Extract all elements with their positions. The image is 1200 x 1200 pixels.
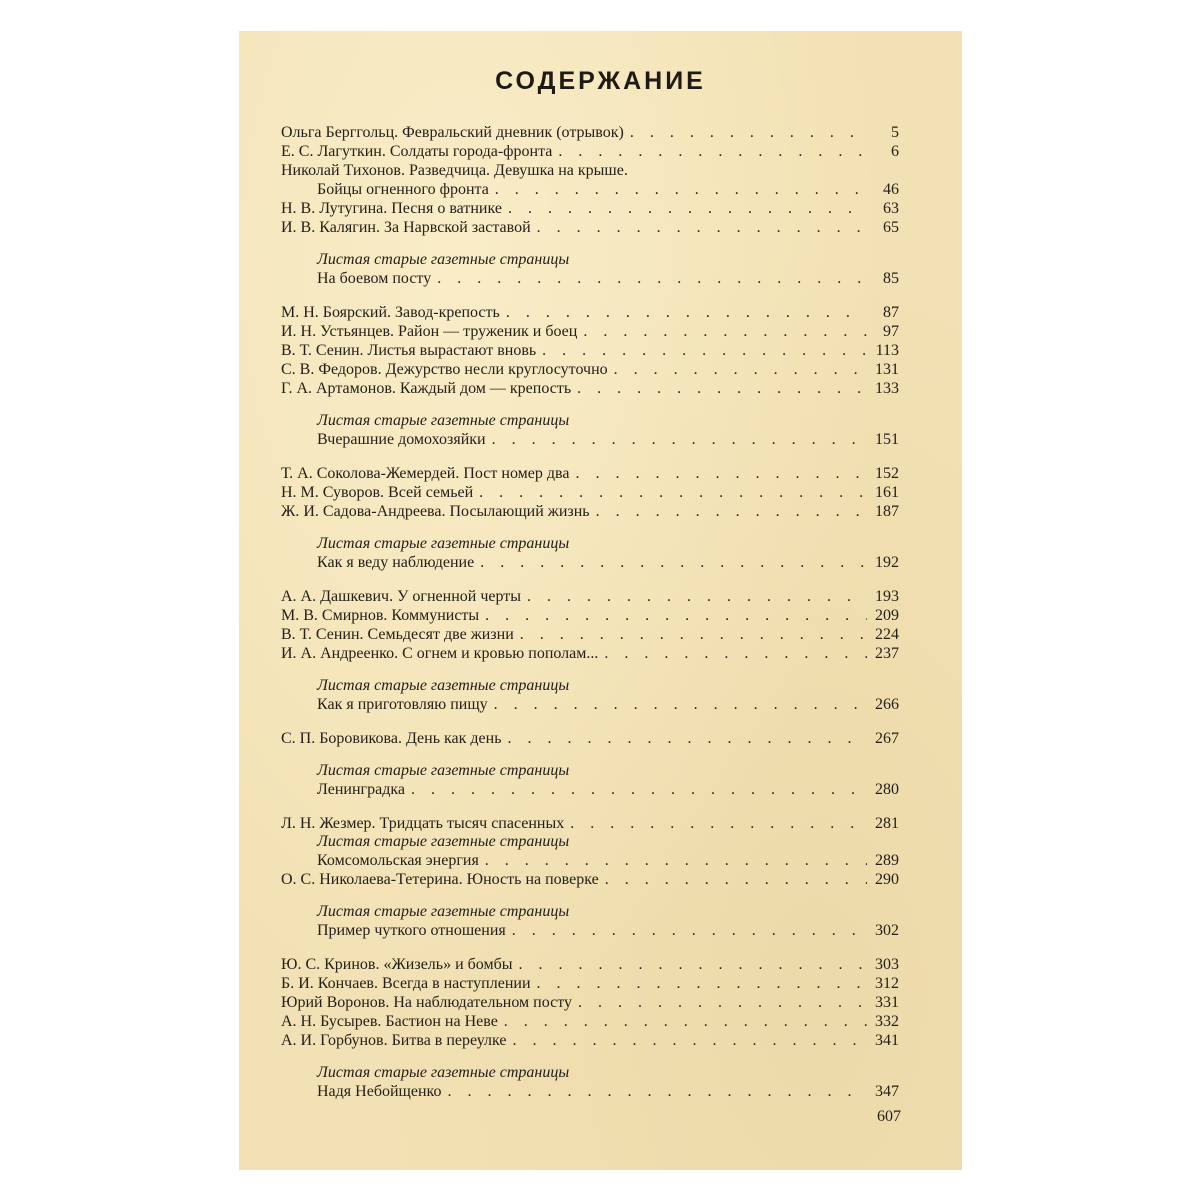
entry-page: 290: [875, 871, 899, 888]
section-heading: Листая старые газетные страницы: [317, 251, 570, 268]
entry-page: 97: [883, 323, 899, 340]
entry-page: 303: [875, 956, 899, 973]
section-heading: Листая старые газетные страницы: [317, 535, 570, 552]
toc-entry: [281, 587, 899, 606]
dot-leader: [504, 1012, 867, 1031]
entry-page: 332: [875, 1013, 899, 1030]
entry-page: 85: [883, 270, 899, 287]
entry-page: 46: [883, 181, 899, 198]
dot-leader: [583, 322, 867, 341]
dot-leader: [495, 180, 867, 199]
entry-page: 209: [875, 607, 899, 624]
entry-title: Е. С. Лагуткин. Солдаты города-фронта: [281, 143, 553, 160]
entry-title: С. П. Боровикова. День как день: [281, 730, 502, 747]
toc-entry: [281, 625, 899, 644]
dot-leader: [558, 142, 867, 161]
dot-leader: [577, 379, 867, 398]
toc-entry: [281, 921, 899, 940]
toc-entry: [281, 1082, 899, 1101]
entry-page: 131: [875, 361, 899, 378]
page-title: СОДЕРЖАНИЕ: [495, 67, 706, 95]
entry-page: 302: [875, 922, 899, 939]
dot-leader: [575, 464, 867, 483]
entry-page: 161: [875, 484, 899, 501]
toc-entry: [281, 553, 899, 572]
dot-leader: [411, 780, 867, 799]
entry-page: 224: [875, 626, 899, 643]
dot-leader: [492, 430, 867, 449]
toc-entry: [281, 729, 899, 748]
entry-page: 347: [875, 1083, 899, 1100]
entry-page: 289: [875, 852, 899, 869]
entry-title: Николай Тихонов. Разведчица. Девушка на крыше.: [281, 162, 628, 179]
dot-leader: [479, 483, 867, 502]
entry-title: Пример чуткого отношения: [317, 922, 506, 939]
toc-entry: [281, 322, 899, 341]
entry-page: 192: [875, 554, 899, 571]
toc-entry: [281, 360, 899, 379]
dot-leader: [512, 921, 867, 940]
toc-entry: [281, 606, 899, 625]
entry-page: 5: [891, 124, 899, 141]
toc-entry: [281, 502, 899, 521]
entry-page: 312: [875, 975, 899, 992]
toc-entry: [281, 695, 899, 714]
dot-leader: [605, 870, 867, 889]
entry-title: И. В. Калягин. За Нарвской заставой: [281, 219, 531, 236]
entry-title: Ж. И. Садова-Андреева. Посылающий жизнь: [281, 503, 590, 520]
toc-entry: [281, 341, 899, 360]
entry-title: Юрий Воронов. На наблюдательном посту: [281, 994, 572, 1011]
entry-title: Г. А. Артамонов. Каждый дом — крепость: [281, 380, 572, 397]
entry-title: На боевом посту: [317, 270, 432, 287]
entry-title: Ленинградка: [317, 781, 405, 798]
toc-entry: [281, 199, 899, 218]
dot-leader: [570, 814, 867, 833]
dot-leader: [494, 695, 867, 714]
toc-entry: [281, 644, 899, 663]
entry-title: М. В. Смирнов. Коммунисты: [281, 607, 480, 624]
entry-title: И. Н. Устьянцев. Район — труженик и боец: [281, 323, 578, 340]
dot-leader: [537, 974, 868, 993]
dot-leader: [604, 644, 867, 663]
entry-title: М. Н. Боярский. Завод-крепость: [281, 304, 500, 321]
toc-entry: [281, 974, 899, 993]
entry-title: Бойцы огненного фронта: [317, 181, 489, 198]
entry-page: 6: [891, 143, 899, 160]
entry-page: 341: [875, 1032, 899, 1049]
dot-leader: [508, 199, 867, 218]
entry-page: 65: [883, 219, 899, 236]
entry-page: 281: [875, 815, 899, 832]
entry-page: 266: [875, 696, 899, 713]
book-page: [239, 31, 962, 1170]
toc-entry: [281, 483, 899, 502]
entry-title: С. В. Федоров. Дежурство несли круглосуточно: [281, 361, 608, 378]
section-heading: Листая старые газетные страницы: [317, 1064, 570, 1081]
dot-leader: [596, 502, 867, 521]
entry-page: 237: [875, 645, 899, 662]
entry-title: И. А. Андреенко. С огнем и кровью пополам...: [281, 645, 599, 662]
section-heading: Листая старые газетные страницы: [317, 677, 570, 694]
entry-title: Л. Н. Жезмер. Тридцать тысяч спасенных: [281, 815, 565, 832]
dot-leader: [485, 606, 867, 625]
dot-leader: [480, 553, 867, 572]
dot-leader: [614, 360, 867, 379]
entry-title: Как я приготовляю пищу: [317, 696, 488, 713]
entry-title: Н. М. Суворов. Всей семьей: [281, 484, 474, 501]
toc-entry: [281, 379, 899, 398]
toc-entry: [281, 123, 899, 142]
dot-leader: [578, 993, 867, 1012]
dot-leader: [447, 1082, 867, 1101]
toc-entry: [281, 218, 899, 237]
toc-entry: [281, 814, 899, 833]
section-heading: Листая старые газетные страницы: [317, 412, 570, 429]
entry-title: Н. В. Лутугина. Песня о ватнике: [281, 200, 502, 217]
entry-page: 87: [883, 304, 899, 321]
toc-entry: [281, 269, 899, 288]
toc-entry: [281, 430, 899, 449]
toc-entry: [281, 1012, 899, 1031]
entry-page: 280: [875, 781, 899, 798]
entry-title: Ольга Берггольц. Февральский дневник (отрывок): [281, 124, 624, 141]
toc-entry: [281, 142, 899, 161]
entry-page: 331: [875, 994, 899, 1011]
entry-page: 187: [875, 503, 899, 520]
entry-title: Как я веду наблюдение: [317, 554, 475, 571]
section-heading: Листая старые газетные страницы: [317, 833, 570, 850]
entry-page: 152: [875, 465, 899, 482]
entry-title: А. А. Дашкевич. У огненной черты: [281, 588, 522, 605]
entry-page: 133: [875, 380, 899, 397]
toc-entry: [281, 955, 899, 974]
entry-title: В. Т. Сенин. Листья вырастают вновь: [281, 342, 537, 359]
page-number: 607: [877, 1108, 901, 1125]
dot-leader: [527, 587, 867, 606]
dot-leader: [512, 1031, 867, 1050]
entry-title: Вчерашние домохозяйки: [317, 431, 486, 448]
toc-entry: [281, 993, 899, 1012]
dot-leader: [537, 218, 867, 237]
entry-page: 193: [875, 588, 899, 605]
section-heading: Листая старые газетные страницы: [317, 762, 570, 779]
toc-entry: [281, 851, 899, 870]
dot-leader: [485, 851, 867, 870]
entry-title: Комсомольская энергия: [317, 852, 479, 869]
toc-entry: [281, 780, 899, 799]
dot-leader: [520, 625, 867, 644]
dot-leader: [508, 729, 867, 748]
entry-title: В. Т. Сенин. Семьдесят две жизни: [281, 626, 514, 643]
toc-entry-continuation: [281, 180, 899, 199]
entry-title: Т. А. Соколова-Жемердей. Пост номер два: [281, 465, 570, 482]
entry-page: 151: [875, 431, 899, 448]
toc-entry: [281, 1031, 899, 1050]
entry-title: А. Н. Бусырев. Бастион на Неве: [281, 1013, 498, 1030]
dot-leader: [518, 955, 867, 974]
entry-title: Б. И. Кончаев. Всегда в наступлении: [281, 975, 531, 992]
entry-title: А. И. Горбунов. Битва в переулке: [281, 1032, 507, 1049]
toc-entry: [281, 464, 899, 483]
dot-leader: [506, 303, 867, 322]
toc-entry: [281, 870, 899, 889]
entry-page: 267: [875, 730, 899, 747]
dot-leader: [542, 341, 867, 360]
entry-title: Ю. С. Кринов. «Жизель» и бомбы: [281, 956, 513, 973]
entry-title: О. С. Николаева-Тетерина. Юность на поверке: [281, 871, 599, 888]
entry-title: Надя Небойщенко: [317, 1083, 442, 1100]
entry-page: 63: [883, 200, 899, 217]
dot-leader: [437, 269, 867, 288]
table-of-contents: [281, 123, 899, 1101]
section-heading: Листая старые газетные страницы: [317, 903, 570, 920]
dot-leader: [630, 123, 867, 142]
entry-page: 113: [875, 342, 899, 359]
toc-entry: [281, 161, 899, 180]
toc-entry: [281, 303, 899, 322]
